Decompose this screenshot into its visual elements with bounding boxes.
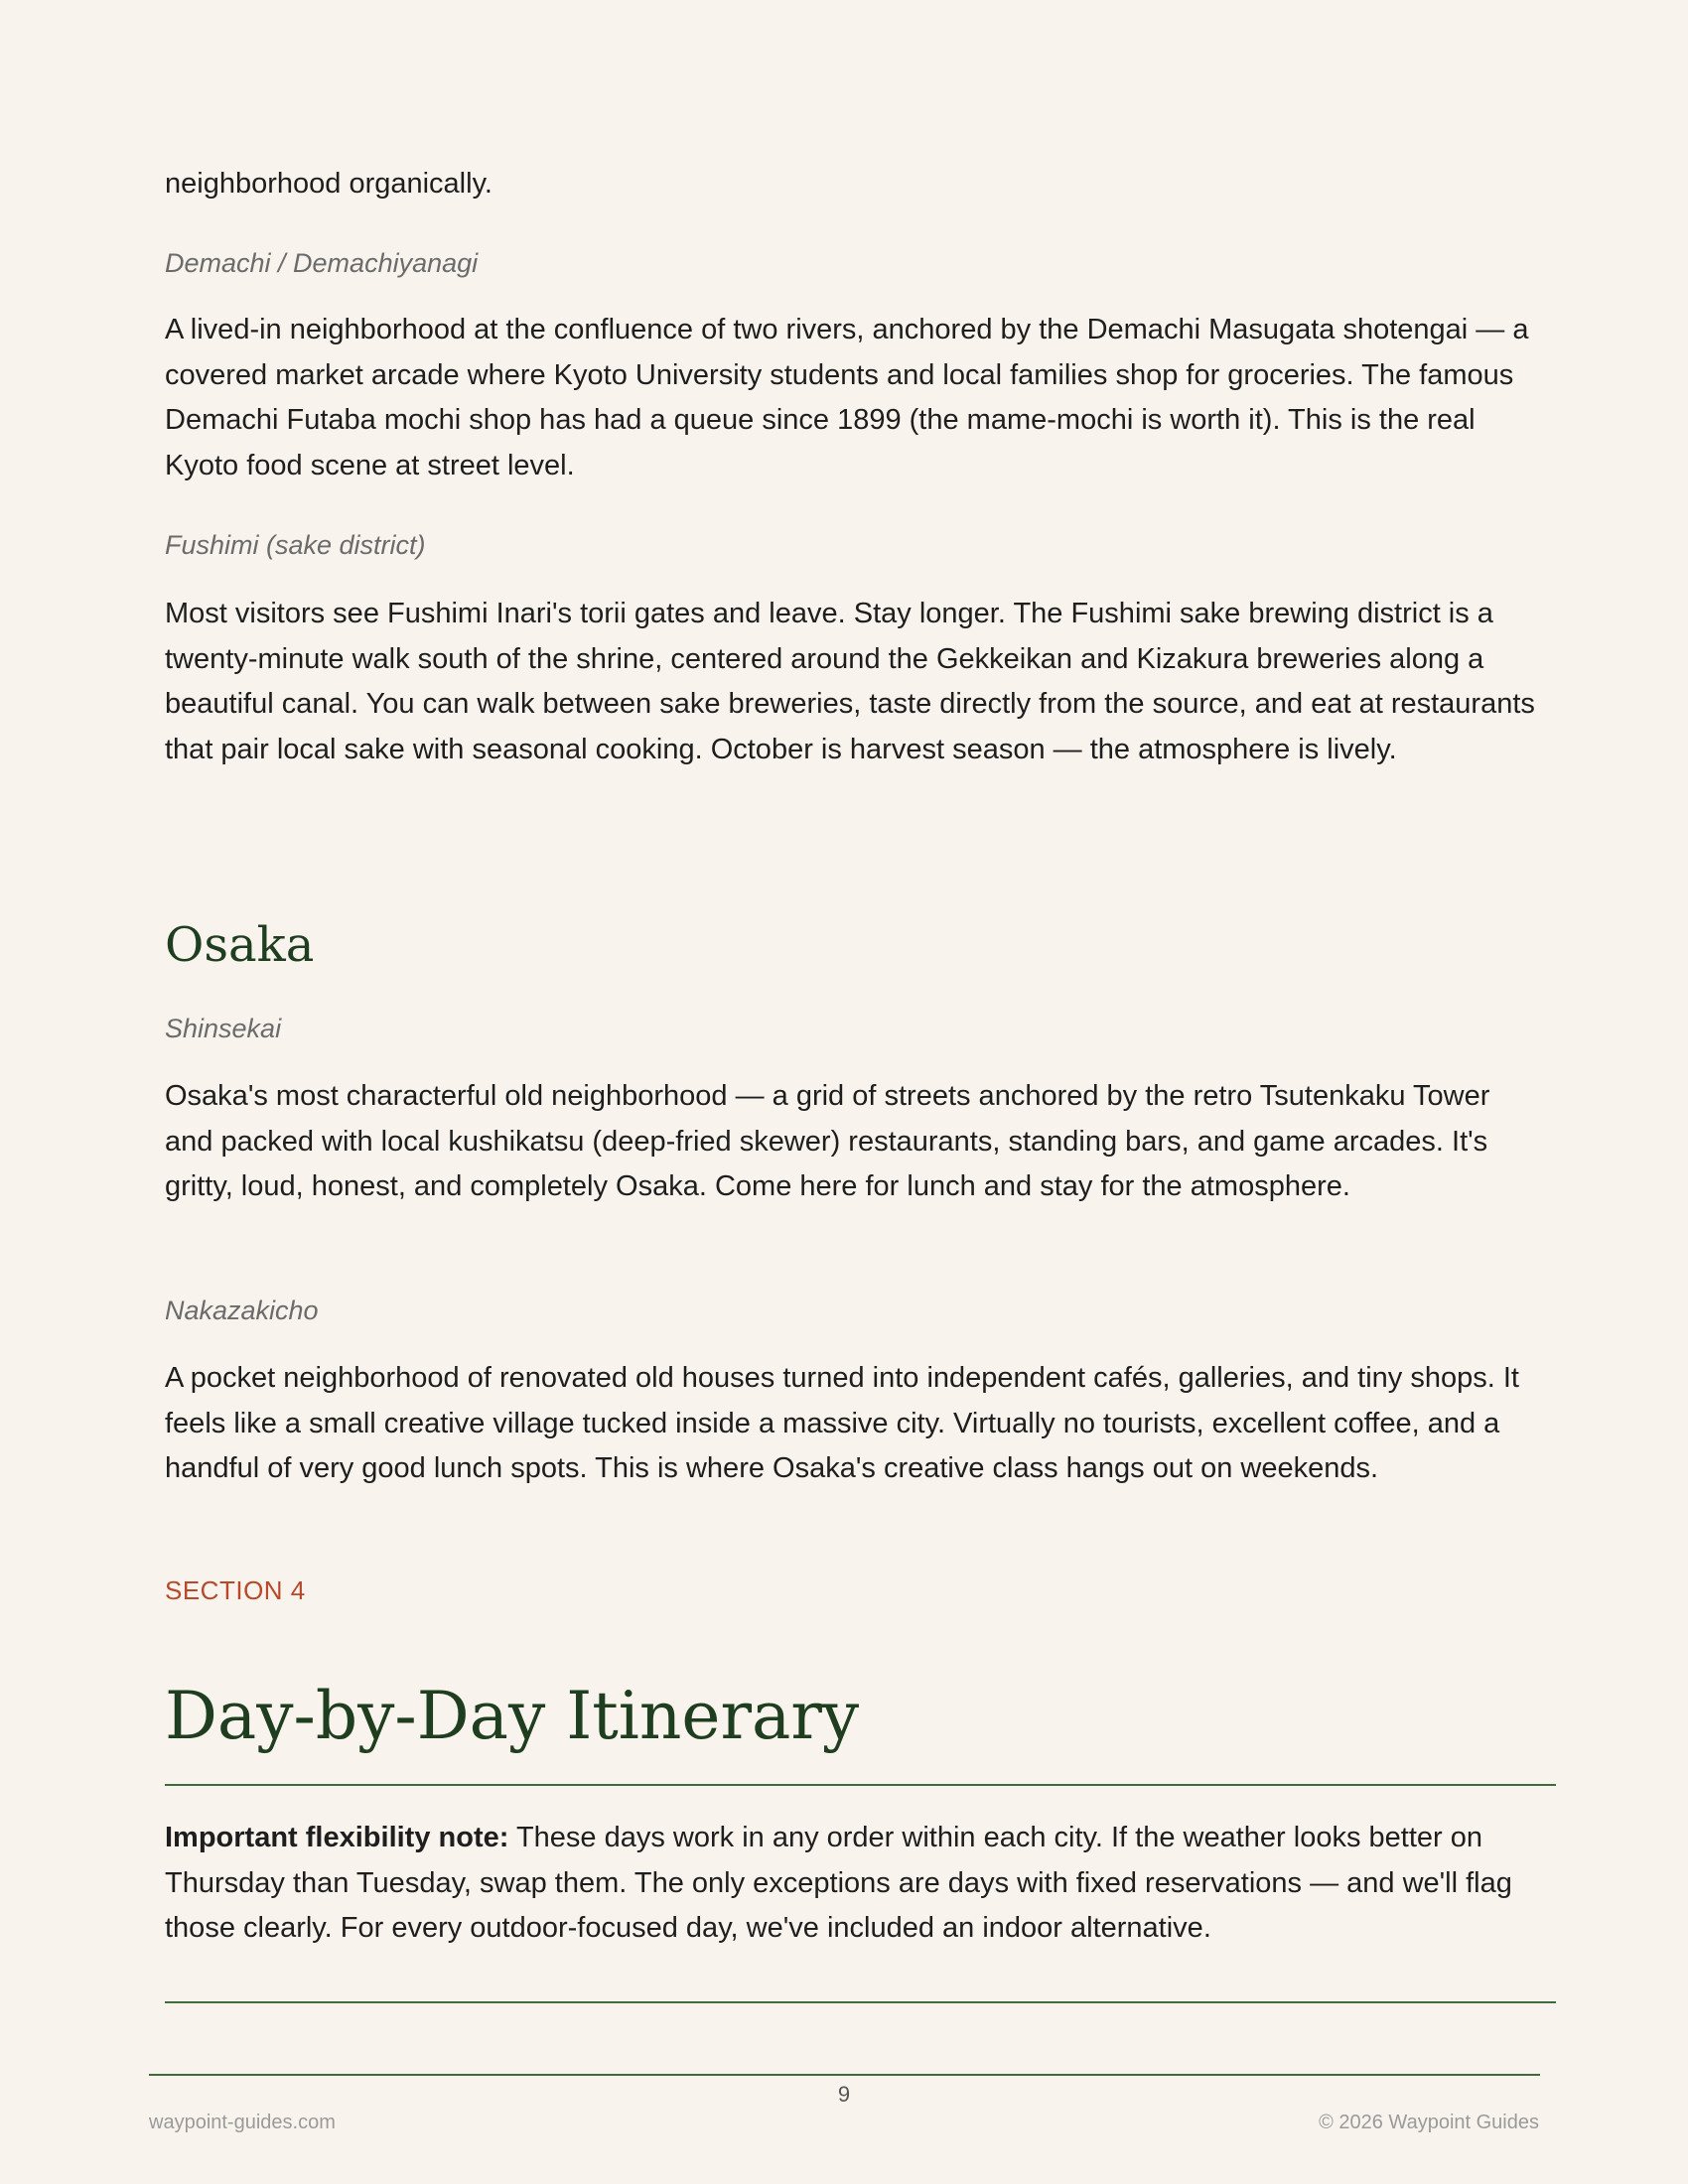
neighborhood-name-demachi: Demachi / Demachiyanagi xyxy=(165,248,479,278)
neighborhood-text-demachi: A lived-in neighborhood at the confluence of two rivers, anchored by the Demachi Masugata shotengai — a covered market arcade where Kyoto University students and local families shop for groceries. The famous Demachi Futaba mochi shop has had a queue since 1899 (the mame-mochi is worth it). This is the real Kyoto food scene at street level. xyxy=(165,314,1529,481)
neighborhood-text-shinsekai: Osaka's most characterful old neighborhood — a grid of streets anchored by the retro Tsutenkaku Tower and packed with local kushikatsu (deep-fried skewer) restaurants, standing bars, and game arcades. It's gritty, loud, honest, and completely Osaka. Come here for lunch and stay for the atmosphere. xyxy=(165,1080,1490,1203)
section-kicker: SECTION 4 xyxy=(165,1575,306,1605)
section-title-divider xyxy=(165,1784,1556,1786)
note-bottom-divider xyxy=(165,2001,1556,2003)
neighborhood-name-shinsekai: Shinsekai xyxy=(165,1014,282,1043)
footer-copyright: © 2026 Waypoint Guides xyxy=(1319,2112,1539,2133)
section-title: Day-by-Day Itinerary xyxy=(165,1678,860,1754)
footer-site: waypoint-guides.com xyxy=(149,2112,336,2133)
neighborhood-name-fushimi: Fushimi (sake district) xyxy=(165,530,426,560)
page-number: 9 xyxy=(837,2082,851,2107)
neighborhood-text-fushimi: Most visitors see Fushimi Inari's torii gates and leave. Stay longer. The Fushimi sake brewing district is a twenty-minute walk south of the shrine, centered around the Gekkeikan and Kizakura breweries along a beautiful canal. You can walk between sake breweries, taste directly from the source, and eat at restaurants that pair local sake with seasonal cooking. October is harvest season — the atmosphere is lively. xyxy=(165,598,1535,765)
continuation-text: neighborhood organically. xyxy=(165,168,492,200)
flexibility-note xyxy=(165,1816,1535,1952)
flexibility-note-text: These days work in any order within each city. If the weather looks better on Thursday than Tuesday, swap them. The only exceptions are days with fixed reservations — and we'll flag those clearly. For every outdoor-focused day, we've included an indoor alternative. xyxy=(165,1822,1512,1945)
neighborhood-name-nakazakicho: Nakazakicho xyxy=(165,1296,319,1325)
footer-divider xyxy=(149,2074,1540,2076)
city-heading-osaka: Osaka xyxy=(165,917,315,973)
flexibility-note-label: Important flexibility note: xyxy=(165,1822,509,1853)
neighborhood-text-nakazakicho: A pocket neighborhood of renovated old houses turned into independent cafés, galleries, and tiny shops. It feels like a small creative village tucked inside a massive city. Virtually no tourists, excellent coffee, and a handful of very good lunch spots. This is where Osaka's creative class hangs out on weekends. xyxy=(165,1362,1519,1485)
